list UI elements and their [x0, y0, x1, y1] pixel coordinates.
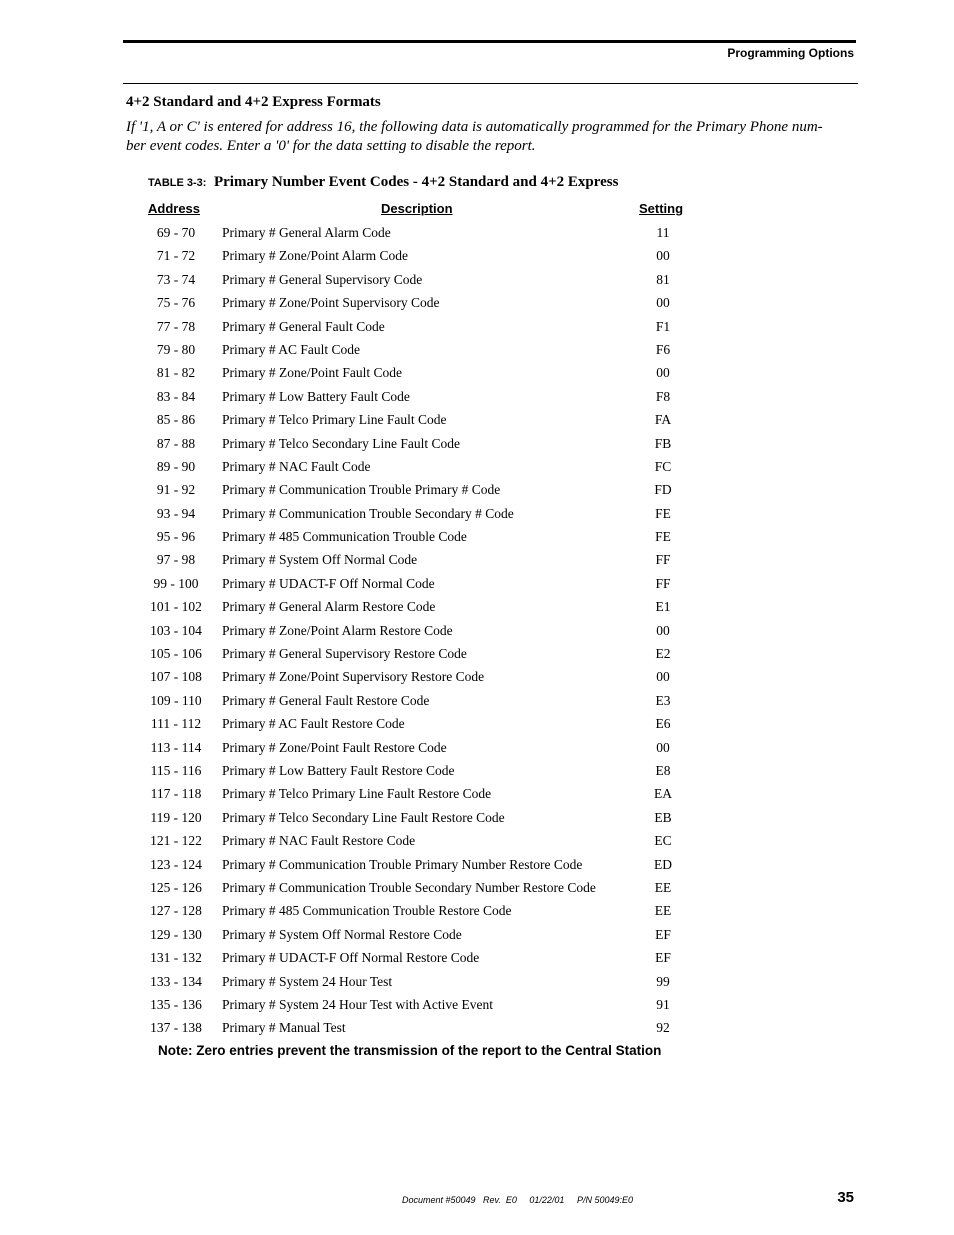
- row-address: 103 - 104: [150, 622, 202, 638]
- row-setting: F8: [655, 388, 671, 404]
- table-row: [0, 854, 954, 877]
- row-address: 137 - 138: [150, 1020, 202, 1036]
- table-row: [0, 737, 954, 760]
- table-row: [0, 479, 954, 502]
- row-setting: E2: [655, 646, 671, 662]
- table-row: [0, 877, 954, 900]
- row-description: Primary # Low Battery Fault Restore Code: [222, 762, 455, 778]
- row-description: Primary # AC Fault Code: [222, 341, 360, 357]
- row-address: 133 - 134: [150, 973, 202, 989]
- row-address: 71 - 72: [156, 248, 196, 264]
- row-description: Primary # System 24 Hour Test: [222, 973, 393, 989]
- row-address: 69 - 70: [156, 225, 196, 240]
- row-address: 131 - 132: [150, 950, 202, 966]
- row-setting: 91: [656, 996, 670, 1012]
- row-setting: 81: [656, 271, 670, 287]
- row-address: 119 - 120: [150, 809, 202, 825]
- running-header: Programming Options: [727, 46, 854, 60]
- table-row: [0, 643, 954, 666]
- row-description: Primary # Communication Trouble Primary Number Restore Code: [222, 856, 583, 872]
- row-address: 111 - 112: [150, 716, 202, 732]
- row-setting: EC: [654, 833, 672, 849]
- row-setting: 00: [656, 669, 670, 685]
- row-description: Primary # 485 Communication Trouble Restore Code: [222, 903, 512, 919]
- row-address: 75 - 76: [156, 295, 196, 311]
- row-description: Primary # Communication Trouble Secondary # Code: [222, 505, 514, 521]
- row-address: 125 - 126: [150, 879, 202, 895]
- row-description: Primary # Communication Trouble Primary # Code: [222, 482, 501, 498]
- row-address: 95 - 96: [156, 529, 196, 545]
- row-address: 81 - 82: [156, 365, 196, 381]
- table-row: [0, 433, 954, 456]
- row-setting: FE: [655, 505, 671, 521]
- row-setting: FC: [654, 458, 672, 474]
- event-code-table: [0, 222, 954, 1041]
- row-description: Primary # Zone/Point Supervisory Restore Code: [222, 669, 485, 685]
- table-row: [0, 362, 954, 385]
- row-setting: FD: [654, 482, 672, 498]
- row-setting: E6: [655, 716, 671, 732]
- row-description: Primary # AC Fault Restore Code: [222, 716, 405, 732]
- row-setting: 99: [656, 973, 670, 989]
- row-description: Primary # Zone/Point Supervisory Code: [222, 295, 440, 311]
- row-setting: EE: [654, 903, 672, 919]
- row-setting: 00: [656, 365, 670, 381]
- row-description: Primary # General Alarm Restore Code: [222, 599, 436, 615]
- row-description: Primary # General Fault Code: [222, 318, 385, 334]
- row-description: Primary # Low Battery Fault Code: [222, 388, 410, 404]
- row-address: 107 - 108: [150, 669, 202, 685]
- table-caption-title: Primary Number Event Codes - 4+2 Standard and 4+2 Express: [213, 174, 619, 190]
- row-setting: E1: [655, 599, 671, 615]
- table-row: [0, 596, 954, 619]
- row-address: 117 - 118: [150, 786, 202, 802]
- table-note: Note: Zero entries prevent the transmission of the report to the Central Station: [158, 1043, 662, 1058]
- table-row: [0, 549, 954, 572]
- table-row: [0, 526, 954, 549]
- row-address: 97 - 98: [156, 552, 196, 568]
- table-row: [0, 456, 954, 479]
- row-description: Primary # Telco Secondary Line Fault Restore Code: [222, 809, 505, 825]
- row-address: 91 - 92: [156, 482, 196, 498]
- row-address: 87 - 88: [156, 435, 196, 451]
- row-description: Primary # Telco Primary Line Fault Restore Code: [222, 786, 492, 802]
- table-row: [0, 924, 954, 947]
- row-description: Primary # General Fault Restore Code: [222, 692, 430, 708]
- page-number: 35: [837, 1189, 854, 1206]
- intro-line-1: If '1, A or C' is entered for address 16, the following data is automatically programmed for the Primary Phone num-: [126, 119, 823, 135]
- row-address: 79 - 80: [156, 341, 196, 357]
- table-row: [0, 573, 954, 596]
- row-description: Primary # Zone/Point Alarm Code: [222, 248, 408, 264]
- row-description: Primary # UDACT-F Off Normal Restore Code: [222, 950, 480, 966]
- row-address: 85 - 86: [156, 412, 196, 428]
- table-row: [0, 994, 954, 1017]
- row-setting: 00: [656, 622, 670, 638]
- table-row: [0, 783, 954, 806]
- row-address: 135 - 136: [150, 996, 202, 1012]
- row-description: Primary # 485 Communication Trouble Code: [222, 529, 467, 545]
- row-address: 105 - 106: [150, 646, 202, 662]
- row-description: Primary # General Supervisory Restore Code: [222, 646, 467, 662]
- row-setting: FE: [655, 529, 671, 545]
- table-row: [0, 690, 954, 713]
- row-description: Primary # Manual Test: [222, 1020, 346, 1036]
- table-row: [0, 503, 954, 526]
- row-setting: E8: [655, 762, 671, 778]
- table-caption: [148, 174, 618, 191]
- row-description: Primary # System Off Normal Code: [222, 552, 418, 568]
- row-setting: F1: [655, 318, 671, 334]
- table-row: [0, 245, 954, 268]
- table-row: [0, 830, 954, 853]
- row-address: 89 - 90: [156, 458, 196, 474]
- row-setting: EF: [655, 926, 671, 942]
- row-address: 83 - 84: [156, 388, 196, 404]
- row-setting: EB: [654, 809, 672, 825]
- row-description: Primary # UDACT-F Off Normal Code: [222, 575, 435, 591]
- row-setting: E3: [655, 692, 671, 708]
- row-address: 127 - 128: [150, 903, 202, 919]
- table-row: [0, 900, 954, 923]
- row-description: Primary # Zone/Point Alarm Restore Code: [222, 622, 453, 638]
- row-description: Primary # Zone/Point Fault Restore Code: [222, 739, 447, 755]
- row-setting: EE: [654, 879, 672, 895]
- section-heading: 4+2 Standard and 4+2 Express Formats: [126, 94, 381, 110]
- table-row: [0, 339, 954, 362]
- table-row: [0, 1017, 954, 1040]
- row-description: Primary # General Alarm Code: [222, 225, 391, 240]
- row-description: Primary # Communication Trouble Secondary Number Restore Code: [222, 879, 596, 895]
- row-address: 123 - 124: [150, 856, 202, 872]
- row-address: 113 - 114: [150, 739, 202, 755]
- table-row: [0, 666, 954, 689]
- row-description: Primary # Telco Primary Line Fault Code: [222, 412, 447, 428]
- row-address: 73 - 74: [156, 271, 196, 287]
- row-setting: 00: [656, 295, 670, 311]
- table-row: [0, 713, 954, 736]
- row-address: 77 - 78: [156, 318, 196, 334]
- column-header-address: Address: [148, 201, 201, 216]
- row-setting: 92: [656, 1020, 670, 1036]
- row-address: 115 - 116: [150, 762, 202, 778]
- table-row: [0, 222, 954, 245]
- row-setting: 00: [656, 739, 670, 755]
- table-row: [0, 807, 954, 830]
- row-address: 121 - 122: [150, 833, 202, 849]
- row-setting: 00: [656, 248, 670, 264]
- row-setting: F6: [655, 341, 671, 357]
- intro-paragraph: [126, 118, 854, 156]
- table-row: [0, 971, 954, 994]
- header-divider: [123, 83, 858, 84]
- row-description: Primary # NAC Fault Restore Code: [222, 833, 416, 849]
- table-caption-prefix: TABLE 3-3:: [148, 177, 207, 189]
- row-address: 129 - 130: [150, 926, 202, 942]
- row-description: Primary # System 24 Hour Test with Active Event: [222, 996, 494, 1012]
- row-description: Primary # General Supervisory Code: [222, 271, 423, 287]
- intro-line-2: ber event codes. Enter a '0' for the data setting to disable the report.: [126, 138, 536, 154]
- table-row: [0, 269, 954, 292]
- table-row: [0, 620, 954, 643]
- row-address: 101 - 102: [150, 599, 202, 615]
- table-row: [0, 409, 954, 432]
- table-row: [0, 316, 954, 339]
- table-row: [0, 947, 954, 970]
- table-row: [0, 760, 954, 783]
- row-description: Primary # NAC Fault Code: [222, 458, 371, 474]
- table-row: [0, 386, 954, 409]
- table-row: [0, 292, 954, 315]
- row-address: 93 - 94: [156, 505, 196, 521]
- row-address: 109 - 110: [150, 692, 202, 708]
- top-rule: [123, 40, 856, 43]
- column-header-description: Description: [381, 201, 453, 216]
- row-setting: 11: [656, 225, 670, 240]
- column-header-setting: Setting: [639, 201, 684, 216]
- row-setting: FB: [654, 435, 672, 451]
- row-setting: FF: [655, 552, 671, 568]
- row-setting: EF: [655, 950, 671, 966]
- row-setting: EA: [654, 786, 672, 802]
- row-setting: ED: [654, 856, 672, 872]
- footer-document-info: Document #50049 Rev. E0 01/22/01 P/N 50049:E0: [402, 1195, 633, 1205]
- row-setting: FF: [655, 575, 671, 591]
- row-address: 99 - 100: [153, 575, 199, 591]
- row-description: Primary # Zone/Point Fault Code: [222, 365, 402, 381]
- row-description: Primary # System Off Normal Restore Code: [222, 926, 462, 942]
- row-setting: FA: [654, 412, 672, 428]
- row-description: Primary # Telco Secondary Line Fault Code: [222, 435, 461, 451]
